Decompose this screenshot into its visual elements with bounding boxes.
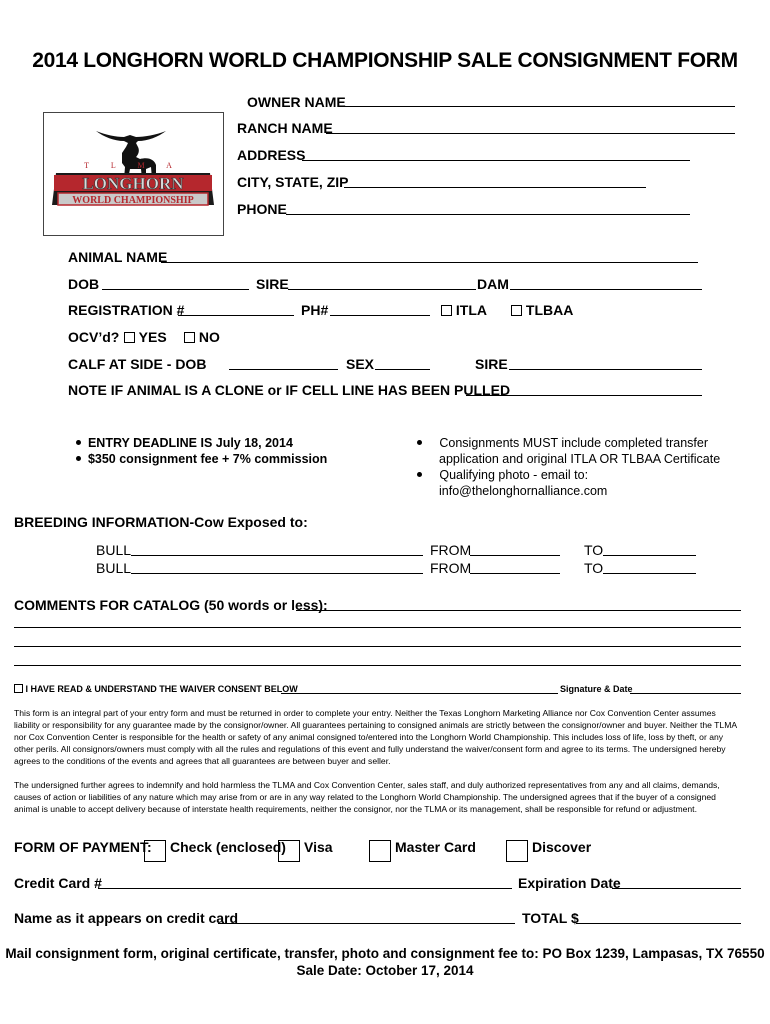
bull-field-1[interactable]	[131, 555, 423, 556]
bullet-item: Qualifying photo - email to:	[417, 467, 720, 483]
animal-name-label: ANIMAL NAME	[68, 249, 168, 265]
bullet-item: Consignments MUST include completed transfer	[417, 435, 720, 451]
expiration-field[interactable]	[612, 888, 741, 889]
ph-field[interactable]	[330, 315, 430, 316]
waiver-consent-option[interactable]	[14, 684, 298, 694]
bullet-item: $350 consignment fee + 7% commission	[76, 451, 327, 467]
phone-field[interactable]	[286, 214, 690, 215]
phone-label: PHONE	[237, 201, 287, 217]
tlbaa-checkbox[interactable]	[511, 305, 522, 316]
bullets-right	[417, 435, 720, 499]
registration-field[interactable]	[178, 315, 294, 316]
logo-longhorn-text: LONGHORN	[82, 174, 184, 193]
ranch-name-label: RANCH NAME	[237, 120, 333, 136]
logo-tlma-text: T L M A	[84, 161, 182, 170]
page-title: 2014 LONGHORN WORLD CHAMPIONSHIP SALE CONSIGNMENT FORM	[32, 49, 738, 72]
dam-label: DAM	[477, 276, 509, 292]
animal-name-field[interactable]	[161, 262, 698, 263]
to-label: TO	[584, 560, 604, 576]
tlbaa-label: TLBAA	[525, 302, 574, 318]
payment-label: FORM OF PAYMENT:	[14, 839, 152, 855]
calf-dob-field[interactable]	[229, 369, 338, 370]
calf-sire-label: SIRE	[475, 356, 508, 372]
yes-checkbox[interactable]	[124, 332, 135, 343]
master-card-label: Master Card	[395, 839, 476, 855]
sire-field[interactable]	[288, 289, 476, 290]
calf-sire-field[interactable]	[509, 369, 702, 370]
breeding-heading: BREEDING INFORMATION-Cow Exposed to:	[14, 514, 308, 530]
total-field[interactable]	[576, 923, 741, 924]
sex-field[interactable]	[375, 369, 430, 370]
ocvd-label: OCV’d?	[68, 329, 120, 345]
calf-dob-label: CALF AT SIDE - DOB	[68, 356, 207, 372]
bull-label: BULL	[96, 542, 132, 558]
signature-field[interactable]	[630, 693, 741, 694]
bullet-item-cont: info@thelonghornalliance.com	[439, 484, 608, 498]
steer-icon	[96, 131, 166, 179]
longhorn-logo	[44, 113, 223, 235]
master-card-checkbox[interactable]	[369, 840, 391, 862]
clone-note-label: NOTE IF ANIMAL IS A CLONE or IF CELL LINE HAS BEEN PULLED	[68, 382, 511, 398]
comments-field-3[interactable]	[14, 646, 741, 647]
dob-field[interactable]	[102, 289, 249, 290]
comments-label: COMMENTS FOR CATALOG (50 words or less):	[14, 597, 328, 613]
no-label: NO	[198, 329, 220, 345]
visa-checkbox[interactable]	[278, 840, 300, 862]
itla-label: ITLA	[455, 302, 487, 318]
waiver-checkbox[interactable]	[14, 684, 23, 693]
itla-option[interactable]	[441, 302, 487, 318]
check-label: Check (enclosed)	[170, 839, 286, 855]
check-checkbox[interactable]	[144, 840, 166, 862]
logo-wc-text: WORLD CHAMPIONSHIP	[72, 195, 194, 206]
bull-field-2[interactable]	[131, 573, 423, 574]
waiver-consent-line[interactable]	[281, 693, 558, 694]
total-label: TOTAL $	[522, 910, 579, 926]
tlbaa-option[interactable]	[511, 302, 573, 318]
bullets-left	[76, 435, 327, 467]
discover-checkbox[interactable]	[506, 840, 528, 862]
city-state-zip-label: CITY, STATE, ZIP	[237, 174, 349, 190]
to-label: TO	[584, 542, 604, 558]
owner-name-label: OWNER NAME	[247, 94, 346, 110]
comments-field-4[interactable]	[14, 665, 741, 666]
registration-label: REGISTRATION #	[68, 302, 185, 318]
to-field-1[interactable]	[603, 555, 696, 556]
waiver-label: I HAVE READ & UNDERSTAND THE WAIVER CONSENT BELOW	[25, 684, 298, 694]
credit-card-field[interactable]	[98, 888, 512, 889]
to-field-2[interactable]	[603, 573, 696, 574]
name-on-card-label: Name as it appears on credit card	[14, 910, 239, 926]
from-label: FROM	[430, 560, 472, 576]
logo-box	[43, 112, 224, 236]
city-state-zip-field[interactable]	[344, 187, 646, 188]
ranch-name-field[interactable]	[326, 133, 735, 134]
dam-field[interactable]	[510, 289, 702, 290]
dob-label: DOB	[68, 276, 100, 292]
address-field[interactable]	[302, 160, 690, 161]
bull-label: BULL	[96, 560, 132, 576]
waiver-paragraph-2: The undersigned further agrees to indemnify and hold harmless the TLMA and Cox Convention Center, sales staff, and duly authorized representatives from any and all claims, demands, causes of action or liabilities of any nature which may arise from or are in any way related to the Longhorn World Championship. The undersigned agrees that if the buyer of a consigned animal is unable to accept delivery because of interstate health requirements, neither the consignor, nor the TLMA or its management, shall be responsible for refund or adjustment.	[14, 780, 720, 814]
ph-label: PH#	[301, 302, 329, 318]
signature-label: Signature & Date	[560, 684, 633, 694]
clone-note-field[interactable]	[466, 395, 702, 396]
discover-label: Discover	[532, 839, 592, 855]
visa-label: Visa	[304, 839, 333, 855]
comments-field-2[interactable]	[14, 627, 741, 628]
mail-instructions: Mail consignment form, original certificate, transfer, photo and consignment fee to: PO Box 1239, Lampasas, TX 76550	[5, 946, 765, 961]
expiration-label: Expiration Date	[518, 875, 621, 891]
name-on-card-field[interactable]	[218, 923, 515, 924]
sire-label: SIRE	[256, 276, 289, 292]
sale-date: Sale Date: October 17, 2014	[296, 963, 474, 978]
from-field-1[interactable]	[470, 555, 560, 556]
address-label: ADDRESS	[237, 147, 306, 163]
bullet-item: ENTRY DEADLINE IS July 18, 2014	[76, 435, 327, 451]
yes-label: YES	[138, 329, 167, 345]
owner-name-field[interactable]	[340, 106, 735, 107]
from-field-2[interactable]	[470, 573, 560, 574]
no-checkbox[interactable]	[184, 332, 195, 343]
bullet-item-cont: application and original ITLA OR TLBAA Certificate	[439, 452, 721, 466]
waiver-paragraph-1: This form is an integral part of your entry form and must be returned in order to complete your entry. Neither the Texas Longhorn Marketing Alliance nor Cox Convention Center assumes liability or responsibility for any guarantee made by the consignor/owner. All guarantees pertaining to consigned animals are strictly between the consignor/owner and buyer. Neither the TLMA nor Cox Convention Center is responsible for the health or safety of any animal consigned to/entered into the Longhorn World Championship. This includes loss of life, loss by theft, or any other perils. All consignors/owners must comply with all the rules and regulations of this event and fully understand the waiver/consent form and agree to its terms. The undersigned hereby agrees to the conditions of the events and agrees that all guarantees are between buyer and seller.	[14, 708, 737, 766]
credit-card-label: Credit Card #	[14, 875, 102, 891]
from-label: FROM	[430, 542, 472, 558]
ocvd-no-option[interactable]	[184, 329, 220, 345]
comments-field-1[interactable]	[296, 610, 741, 611]
sex-label: SEX	[346, 356, 375, 372]
ocvd-yes-option[interactable]	[124, 329, 167, 345]
itla-checkbox[interactable]	[441, 305, 452, 316]
